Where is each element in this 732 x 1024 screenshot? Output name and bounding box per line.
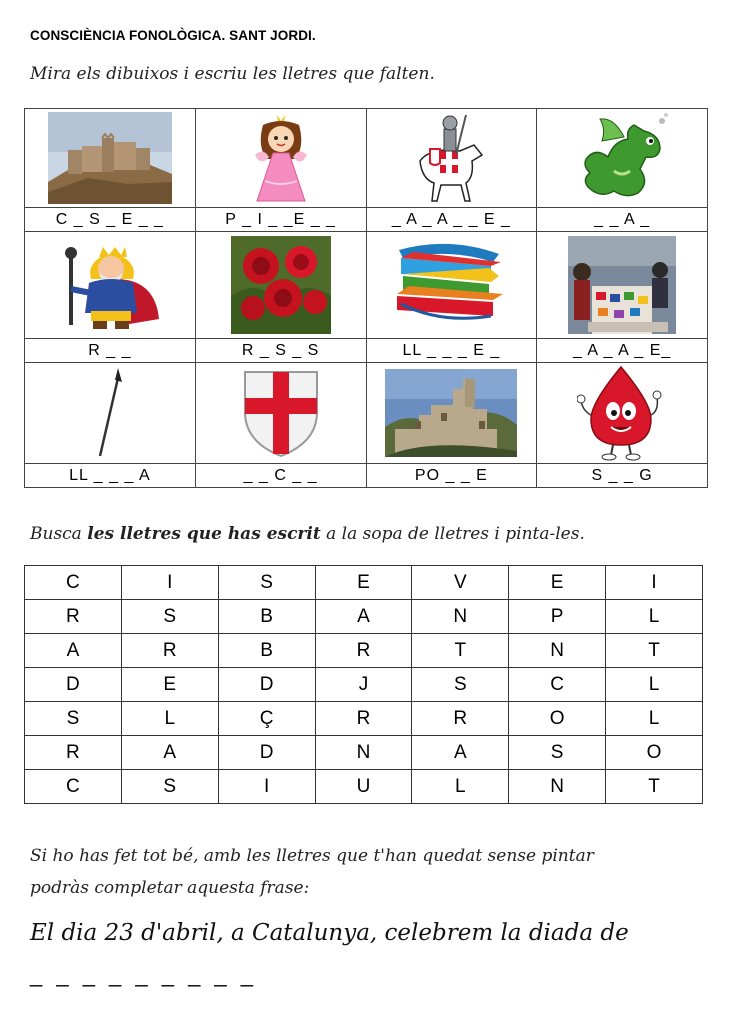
instruction-text: Busca	[30, 524, 88, 544]
grid-letter-cell[interactable]: I	[218, 770, 315, 804]
missing-letters-word: LL _ _ _ E _	[366, 339, 537, 363]
grid-row	[25, 634, 703, 668]
sentence-to-complete: El dia 23 d'abril, a Catalunya, celebrem la diada de	[30, 920, 629, 946]
grid-letter-cell[interactable]: J	[315, 668, 412, 702]
grid-letter-cell[interactable]: A	[121, 736, 218, 770]
grid-letter-cell[interactable]: R	[315, 634, 412, 668]
grid-letter-cell[interactable]: U	[315, 770, 412, 804]
grid-letter-cell[interactable]: S	[121, 770, 218, 804]
grid-letter-cell[interactable]: D	[218, 668, 315, 702]
castle-ruins-icon	[385, 369, 517, 457]
grid-letter-cell[interactable]: L	[606, 702, 703, 736]
shield-cross-icon	[241, 368, 321, 458]
grid-letter-cell[interactable]: A	[412, 736, 509, 770]
roses-icon	[231, 236, 331, 334]
grid-letter-cell[interactable]: N	[509, 634, 606, 668]
princess-icon	[241, 111, 321, 205]
picture-cell	[537, 232, 708, 339]
grid-letter-cell[interactable]: A	[25, 634, 122, 668]
grid-letter-cell[interactable]: B	[218, 600, 315, 634]
instruction-word-search	[30, 524, 585, 544]
instruction-missing-letters: Mira els dibuixos i escriu les lletres que falten.	[30, 64, 435, 84]
picture-cell	[366, 232, 537, 339]
grid-letter-cell[interactable]: N	[315, 736, 412, 770]
grid-letter-cell[interactable]: A	[315, 600, 412, 634]
grid-letter-cell[interactable]: N	[509, 770, 606, 804]
picture-cell	[537, 109, 708, 208]
grid-row	[25, 600, 703, 634]
final-instruction-line2: podràs completar aquesta frase:	[30, 878, 310, 898]
grid-letter-cell[interactable]: D	[218, 736, 315, 770]
missing-letters-word: P _ I _ _E _ _	[195, 208, 366, 232]
final-instruction-line1: Si ho has fet tot bé, amb les lletres que t'han quedat sense pintar	[30, 846, 594, 866]
book-stall-icon	[568, 236, 676, 334]
grid-row	[25, 668, 703, 702]
books-icon	[391, 240, 511, 330]
grid-row	[25, 770, 703, 804]
grid-letter-cell[interactable]: S	[25, 702, 122, 736]
grid-letter-cell[interactable]: O	[606, 736, 703, 770]
grid-letter-cell[interactable]: R	[412, 702, 509, 736]
grid-letter-cell[interactable]: L	[121, 702, 218, 736]
grid-letter-cell[interactable]: C	[509, 668, 606, 702]
picture-word-table	[24, 108, 708, 488]
missing-letters-word: PO _ _ E	[366, 464, 537, 488]
grid-letter-cell[interactable]: T	[412, 634, 509, 668]
knight-on-horse-icon	[406, 111, 496, 205]
grid-letter-cell[interactable]: I	[606, 566, 703, 600]
grid-letter-cell[interactable]: S	[121, 600, 218, 634]
grid-letter-cell[interactable]: S	[509, 736, 606, 770]
grid-letter-cell[interactable]: T	[606, 770, 703, 804]
grid-letter-cell[interactable]: R	[25, 600, 122, 634]
castle-icon	[48, 112, 172, 204]
picture-cell	[366, 363, 537, 464]
grid-letter-cell[interactable]: S	[218, 566, 315, 600]
worksheet-title: CONSCIÈNCIA FONOLÒGICA. SANT JORDI.	[30, 28, 316, 43]
picture-cell	[25, 363, 196, 464]
grid-letter-cell[interactable]: C	[25, 566, 122, 600]
grid-letter-cell[interactable]: C	[25, 770, 122, 804]
instruction-bold-text: les lletres que has escrit	[87, 524, 321, 544]
grid-row	[25, 736, 703, 770]
grid-letter-cell[interactable]: R	[121, 634, 218, 668]
word-search-grid	[24, 565, 703, 804]
grid-letter-cell[interactable]: V	[412, 566, 509, 600]
grid-letter-cell[interactable]: Ç	[218, 702, 315, 736]
blood-drop-icon	[577, 365, 667, 461]
picture-cell	[366, 109, 537, 208]
missing-letters-word: R _ _	[25, 339, 196, 363]
picture-cell	[195, 232, 366, 339]
king-icon	[55, 239, 165, 331]
grid-letter-cell[interactable]: O	[509, 702, 606, 736]
answer-blanks[interactable]: _ _ _ _ _ _ _ _ _	[30, 962, 258, 987]
grid-letter-cell[interactable]: B	[218, 634, 315, 668]
picture-cell	[195, 363, 366, 464]
grid-letter-cell[interactable]: L	[606, 668, 703, 702]
spear-icon	[90, 366, 130, 460]
picture-cell	[537, 363, 708, 464]
grid-letter-cell[interactable]: E	[121, 668, 218, 702]
grid-row	[25, 566, 703, 600]
missing-letters-word: _ _ A _	[537, 208, 708, 232]
missing-letters-word: LL _ _ _ A	[25, 464, 196, 488]
picture-cell	[25, 232, 196, 339]
dragon-icon	[574, 111, 670, 205]
grid-letter-cell[interactable]: N	[412, 600, 509, 634]
picture-cell	[195, 109, 366, 208]
missing-letters-word: S _ _ G	[537, 464, 708, 488]
instruction-text: a la sopa de lletres i pinta-les.	[320, 524, 585, 544]
grid-letter-cell[interactable]: L	[606, 600, 703, 634]
grid-letter-cell[interactable]: E	[315, 566, 412, 600]
missing-letters-word: _ _ C _ _	[195, 464, 366, 488]
picture-cell	[25, 109, 196, 208]
missing-letters-word: R _ S _ S	[195, 339, 366, 363]
grid-letter-cell[interactable]: R	[315, 702, 412, 736]
grid-letter-cell[interactable]: S	[412, 668, 509, 702]
grid-letter-cell[interactable]: I	[121, 566, 218, 600]
grid-letter-cell[interactable]: P	[509, 600, 606, 634]
missing-letters-word: _ A _ A _ E_	[537, 339, 708, 363]
missing-letters-word: _ A _ A _ _ E _	[366, 208, 537, 232]
grid-letter-cell[interactable]: R	[25, 736, 122, 770]
grid-letter-cell[interactable]: D	[25, 668, 122, 702]
grid-letter-cell[interactable]: E	[509, 566, 606, 600]
grid-letter-cell[interactable]: T	[606, 634, 703, 668]
grid-letter-cell[interactable]: L	[412, 770, 509, 804]
grid-row	[25, 702, 703, 736]
missing-letters-word: C _ S _ E _ _	[25, 208, 196, 232]
